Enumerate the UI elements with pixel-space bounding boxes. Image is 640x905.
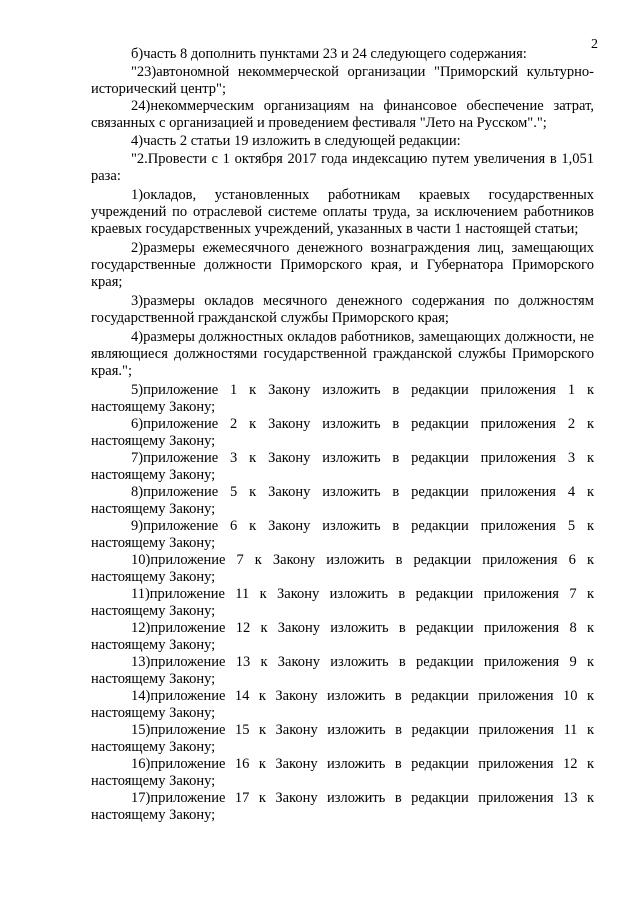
document-body (91, 46, 594, 824)
paragraph: 5)приложение 1 к Закону изложить в редакции приложения 1 к настоящему Закону; (91, 382, 594, 415)
paragraph: 16)приложение 16 к Закону изложить в редакции приложения 12 к настоящему Закону; (91, 756, 594, 789)
paragraph: 2)размеры ежемесячного денежного вознаграждения лиц, замещающих государственные должности Приморского края, и Губернатора Приморского края; (91, 240, 594, 290)
page-number: 2 (591, 37, 598, 52)
paragraph: 14)приложение 14 к Закону изложить в редакции приложения 10 к настоящему Закону; (91, 688, 594, 721)
paragraph: 17)приложение 17 к Закону изложить в редакции приложения 13 к настоящему Закону; (91, 790, 594, 823)
paragraph: 3)размеры окладов месячного денежного содержания по должностям государственной гражданской службы Приморского края; (91, 293, 594, 326)
paragraph: "23)автономной некоммерческой организации "Приморский культурно-исторический центр"; (91, 64, 594, 97)
paragraph: 9)приложение 6 к Закону изложить в редакции приложения 5 к настоящему Закону; (91, 518, 594, 551)
paragraph: 12)приложение 12 к Закону изложить в редакции приложения 8 к настоящему Закону; (91, 620, 594, 653)
paragraph: 8)приложение 5 к Закону изложить в редакции приложения 4 к настоящему Закону; (91, 484, 594, 517)
paragraph: 24)некоммерческим организациям на финансовое обеспечение затрат, связанных с организацией и проведением фестиваля "Лето на Русском"."; (91, 98, 594, 131)
paragraph: 15)приложение 15 к Закону изложить в редакции приложения 11 к настоящему Закону; (91, 722, 594, 755)
paragraph: 1)окладов, установленных работникам краевых государственных учреждений по отраслевой системе оплаты труда, за исключением работников краевых государственных учреждений, указанных в части 1 настоящей статьи; (91, 187, 594, 237)
paragraph: 6)приложение 2 к Закону изложить в редакции приложения 2 к настоящему Закону; (91, 416, 594, 449)
paragraph: б)часть 8 дополнить пунктами 23 и 24 следующего содержания: (131, 46, 527, 62)
paragraph: 10)приложение 7 к Закону изложить в редакции приложения 6 к настоящему Закону; (91, 552, 594, 585)
paragraph: 11)приложение 11 к Закону изложить в редакции приложения 7 к настоящему Закону; (91, 586, 594, 619)
paragraph: "2.Провести с 1 октября 2017 года индексацию путем увеличения в 1,051 раза: (91, 151, 594, 184)
paragraph: 13)приложение 13 к Закону изложить в редакции приложения 9 к настоящему Закону; (91, 654, 594, 687)
paragraph: 7)приложение 3 к Закону изложить в редакции приложения 3 к настоящему Закону; (91, 450, 594, 483)
paragraph: 4)размеры должностных окладов работников, замещающих должности, не являющиеся должностями государственной гражданской службы Приморского края."; (91, 329, 594, 379)
paragraph: 4)часть 2 статьи 19 изложить в следующей редакции: (131, 133, 461, 149)
